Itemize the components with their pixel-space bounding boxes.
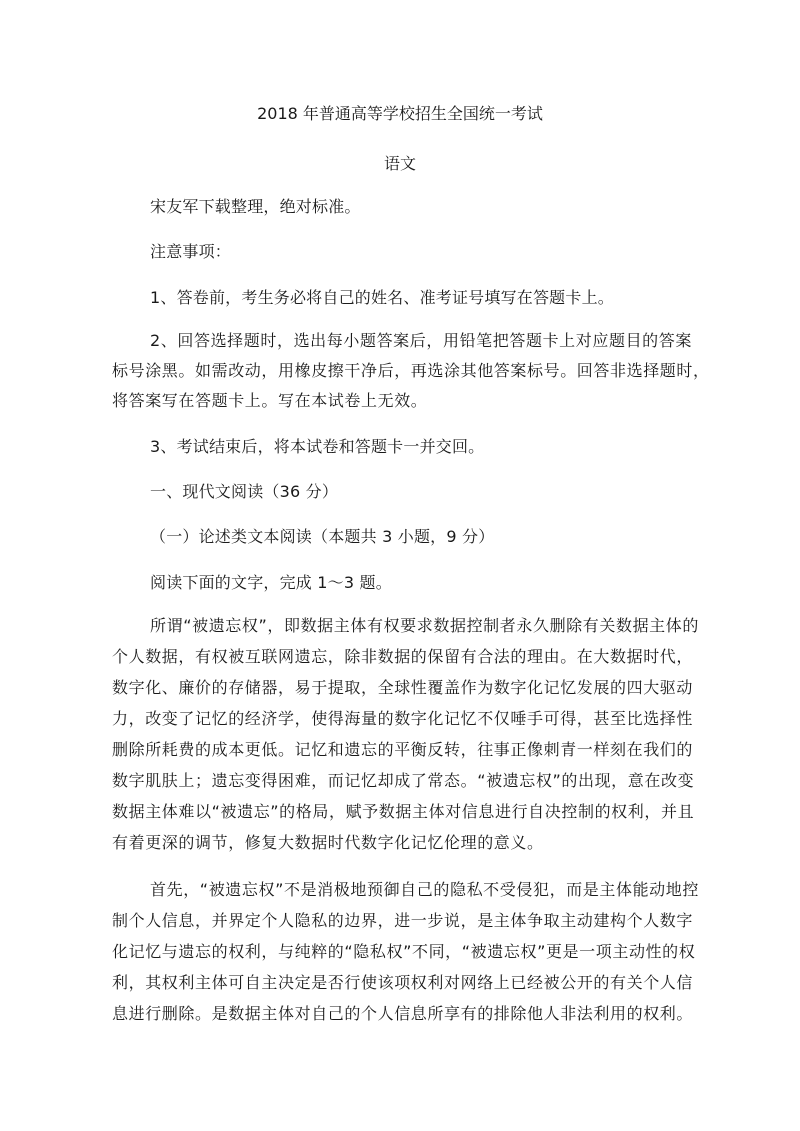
- notice-item-1: 1、答卷前，考生务必将自己的姓名、准考证号填写在答题卡上。: [150, 288, 614, 307]
- passage-line: 制个人信息，并界定个人隐私的边界，进一步说，是主体争取主动建构个人数字: [112, 911, 694, 930]
- passage-line: 息进行删除。是数据主体对自己的个人信息所享有的排除他人非法利用的权利。: [112, 1004, 694, 1023]
- passage-line: 数据主体难以“被遗忘”的格局，赋予数据主体对信息进行自决控制的权利，并且: [112, 802, 695, 821]
- notice-item-2-line: 将答案写在答题卡上。写在本试卷上无效。: [112, 391, 428, 410]
- passage-line: 化记忆与遗忘的权利，与纯粹的“隐私权”不同，“被遗忘权”更是一项主动性的权: [112, 942, 696, 961]
- passage-line: 利，其权利主体可自主决定是否行使该项权利对网络上已经被公开的有关个人信: [112, 973, 694, 992]
- passage-line: 数字化、廉价的存储器，易于提取，全球性覆盖作为数字化记忆发展的四大驱动: [112, 678, 694, 697]
- notice-item-3: 3、考试结束后，将本试卷和答题卡一并交回。: [150, 437, 485, 456]
- notice-heading: 注意事项：: [150, 242, 232, 261]
- reading-instruction: 阅读下面的文字，完成 1～3 题。: [150, 573, 392, 592]
- passage-line: 数字肌肤上；遗忘变得困难，而记忆却成了常态。“被遗忘权”的出现，意在改变: [112, 771, 695, 790]
- subject-title: 语文: [383, 154, 416, 173]
- passage-line: 所谓“被遗忘权”，即数据主体有权要求数据控制者永久删除有关数据主体的: [150, 616, 699, 635]
- passage-line: 有着更深的调节，修复大数据时代数字化记忆伦理的意义。: [112, 833, 544, 852]
- passage-line: 力，改变了记忆的经济学，使得海量的数字化记忆不仅唾手可得，甚至比选择性: [112, 709, 694, 728]
- passage-line: 删除所耗费的成本更低。记忆和遗忘的平衡反转，往事正像刺青一样刻在我们的: [112, 740, 694, 759]
- section-subheading: （一）论述类文本阅读（本题共 3 小题，9 分）: [150, 527, 495, 546]
- section-heading: 一、现代文阅读（36 分）: [150, 482, 339, 501]
- exam-title: 2018 年普通高等学校招生全国统一考试: [257, 104, 543, 123]
- source-note: 宋友军下载整理，绝对标准。: [150, 197, 361, 216]
- notice-item-2-line: 标号涂黑。如需改动，用橡皮擦干净后，再选涂其他答案标号。回答非选择题时，: [112, 361, 710, 380]
- passage-line: 个人数据，有权被互联网遗忘，除非数据的保留有合法的理由。在大数据时代，: [112, 647, 694, 666]
- passage-line: 首先，“被遗忘权”不是消极地预御自己的隐私不受侵犯，而是主体能动地控: [150, 880, 699, 899]
- notice-item-2-line: 2、回答选择题时，选出每小题答案后，用铅笔把答题卡上对应题目的答案: [150, 331, 692, 350]
